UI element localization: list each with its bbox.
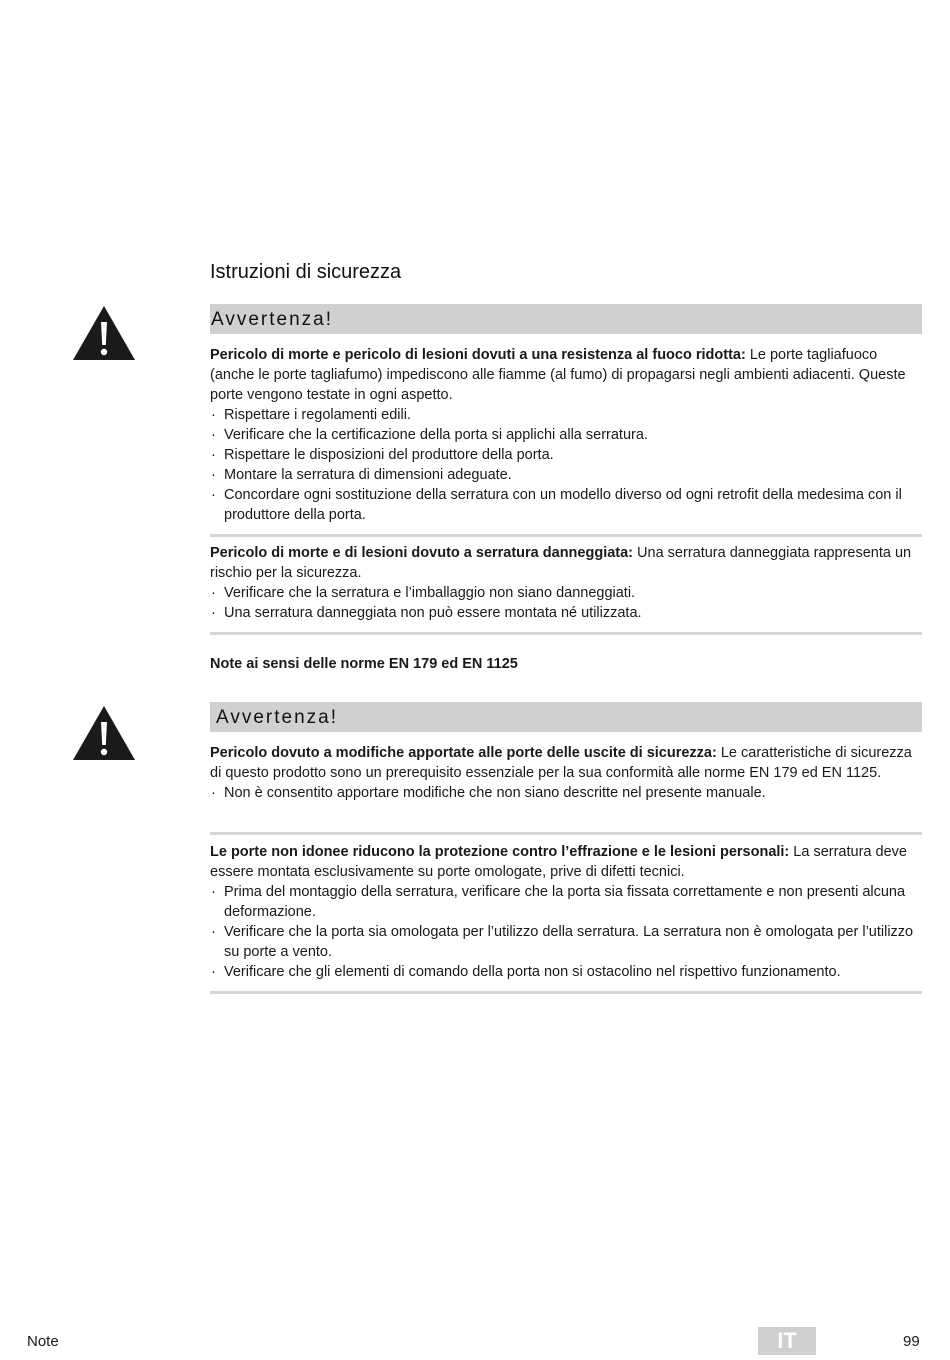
warning-lead: Le porte non idonee riducono la protezione contro l’effrazione e le lesioni personali:: [210, 844, 790, 860]
warning-item: [210, 345, 922, 525]
warning-lead: Pericolo dovuto a modifiche apportate alle porte delle uscite di sicurezza:: [210, 745, 717, 761]
bullet-list: [210, 583, 922, 623]
warning-triangle-icon: [71, 304, 137, 362]
divider: [210, 832, 922, 835]
list-item: · Rispettare le disposizioni del produttore della porta.: [210, 445, 922, 465]
warning-text: Le caratteristiche di sicurezza di questo prodotto sono un prerequisito essenziale per la sua conformità alle norme EN 179 ed EN 1125.: [210, 745, 912, 781]
list-item: · Verificare che la serratura e l’imballaggio non siano danneggiati.: [210, 583, 922, 603]
warning-text: Le porte tagliafuoco (anche le porte tagliafumo) impediscono alle fiamme (al fumo) di propagarsi negli ambienti adiacenti. Queste porte vengono testate in ogni aspetto.: [210, 347, 906, 403]
divider: [210, 991, 922, 994]
list-item: · Verificare che gli elementi di comando della porta non si ostacolino nel rispettivo funzionamento.: [210, 962, 922, 982]
page-number: 99: [903, 1333, 920, 1350]
page-title: Istruzioni di sicurezza: [210, 261, 402, 284]
warning-lead: Pericolo di morte e di lesioni dovuto a serratura danneggiata:: [210, 545, 634, 561]
warning-paragraph: [210, 345, 922, 405]
warning-header: Avvertenza!: [210, 702, 922, 732]
warning-item: [210, 543, 922, 623]
warning-header: Avvertenza!: [210, 304, 922, 334]
bullet-list: [210, 783, 922, 803]
footer-section-label: Note: [27, 1333, 59, 1350]
bullet-list: [210, 405, 922, 525]
divider: [210, 534, 922, 537]
language-badge: IT: [758, 1327, 816, 1355]
list-item: · Verificare che la porta sia omologata per l’utilizzo della serratura. La serratura non è omologata per l’utilizzo su porte a vento.: [210, 922, 922, 962]
warning-text: Una serratura danneggiata rappresenta un rischio per la sicurezza.: [210, 545, 912, 581]
list-item: · Concordare ogni sostituzione della serratura con un modello diverso od ogni retrofit della medesima con il produttore della porta.: [210, 485, 922, 525]
list-item: · Una serratura danneggiata non può essere montata né utilizzata.: [210, 603, 922, 623]
warning-paragraph: [210, 743, 922, 783]
warning-item: [210, 743, 922, 803]
bullet-list: [210, 882, 922, 982]
list-item: · Rispettare i regolamenti edili.: [210, 405, 922, 425]
list-item: · Montare la serratura di dimensioni adeguate.: [210, 465, 922, 485]
warning-triangle-icon: [71, 704, 137, 762]
warning-paragraph: [210, 543, 922, 583]
list-item: · Prima del montaggio della serratura, verificare che la porta sia fissata correttamente e non presenti alcuna deformazione.: [210, 882, 922, 922]
list-item: · Non è consentito apportare modifiche che non siano descritte nel presente manuale.: [210, 783, 922, 803]
warning-item: [210, 842, 922, 982]
divider: [210, 632, 922, 635]
warning-lead: Pericolo di morte e pericolo di lesioni dovuti a una resistenza al fuoco ridotta:: [210, 347, 746, 363]
list-item: · Verificare che la certificazione della porta si applichi alla serratura.: [210, 425, 922, 445]
section-subheading: Note ai sensi delle norme EN 179 ed EN 1125: [210, 656, 518, 672]
warning-paragraph: [210, 842, 922, 882]
warning-text: La serratura deve essere montata esclusivamente su porte omologate, prive di difetti tecnici.: [210, 844, 907, 880]
